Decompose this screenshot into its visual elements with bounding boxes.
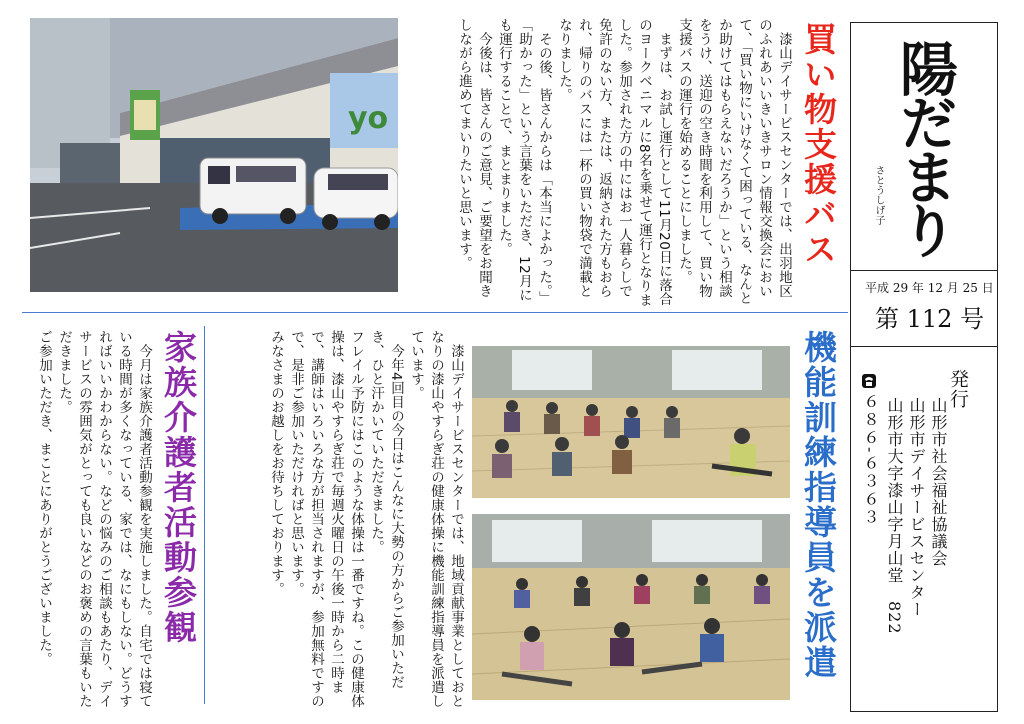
logo-signature: さとうしげ子 <box>873 165 884 225</box>
issue-date: 平成 29 年 12 月 25 日 <box>865 281 994 295</box>
exercise-photo-2 <box>472 514 790 700</box>
vertical-rule <box>204 326 205 704</box>
issue-number: 第 112 号 <box>875 305 985 333</box>
logo-title: 陽だまり <box>890 39 958 255</box>
exercise-photo-1 <box>472 346 790 498</box>
masthead <box>850 22 998 712</box>
article2-body: 漆山デイサービスセンターでは、地域貢献事業としておとなりの漆山やすらぎ荘の健康体操に機能訓練指導員を派遣しています。 今年4回目の今日はこんなに大勢の方からご参加いただき、ひと汗かいていただきました。 フレイル予防にはこのような体操は一番ですね。この健康体操は、漆山やすらぎ荘で毎週火曜日の午後一時から二時まで、講師はいろいろな方が担当されますが、参加無料ですので、是非ご参加いただければと思います。 みなさまのお越しをお待ちしております。 <box>268 330 464 708</box>
phone-icon <box>861 373 877 389</box>
logo-box <box>851 23 997 271</box>
article2-title: 機能訓練指導員を派遣 <box>799 330 838 680</box>
publisher-label: 発行 <box>947 369 969 409</box>
article3-body: 今月は家族介護者活動参観を実施しました。自宅では寝ている時間が多くなっている、家では、なにもしない。どうすればいいかわからない。などの悩みのご相談もあたり、デイサービスの雰囲気がとっても良いなどのお褒めの言葉もいただきました。 ご参加いただき、まことにありがとうございました。 <box>36 330 152 708</box>
horizontal-rule <box>22 312 848 313</box>
store-sign: yo <box>348 101 389 136</box>
bus-photo <box>30 18 398 292</box>
issue-box <box>851 271 997 347</box>
phone-number: ６８６-６３６３ <box>861 393 880 527</box>
article1-title: 買い物支援バス <box>799 22 838 267</box>
publisher-line-1: 山形市社会福祉協議会 <box>929 397 948 567</box>
publisher-line-3: 山形市大字漆山字月山堂 822 <box>885 397 904 635</box>
publisher-line-2: 山形市デイサービスセンター <box>907 397 926 618</box>
article3-title: 家族介護者活動参観 <box>159 330 198 645</box>
article1-body: 漆山デイサービスセンターでは、出羽地区のふれあいいきいきサロン情報交換会において、「買い物にいけなくて困っている、なんとか助けてはもらえないだろうか」という相談をうけ、送迎の空き時間を利用して、買い物支援バスの運行を始めることにしました。 まずは、お試し運行として11月20日に落合のヨークベニマルに8名を乗せて運行となりました。参加された方の中にはお一人暮らしで免許のない方、または、返納された方もおられ、帰りのバスには一杯の買い物袋で満載となりました。 その後、皆さんからは「本当によかった。」「助かった」という言葉をいただき、12月にも運行することで、まとまりました。 今後は、皆さんのご意見、ご要望をお聞きしながら進めてまいりたいと思います。 <box>456 18 792 308</box>
